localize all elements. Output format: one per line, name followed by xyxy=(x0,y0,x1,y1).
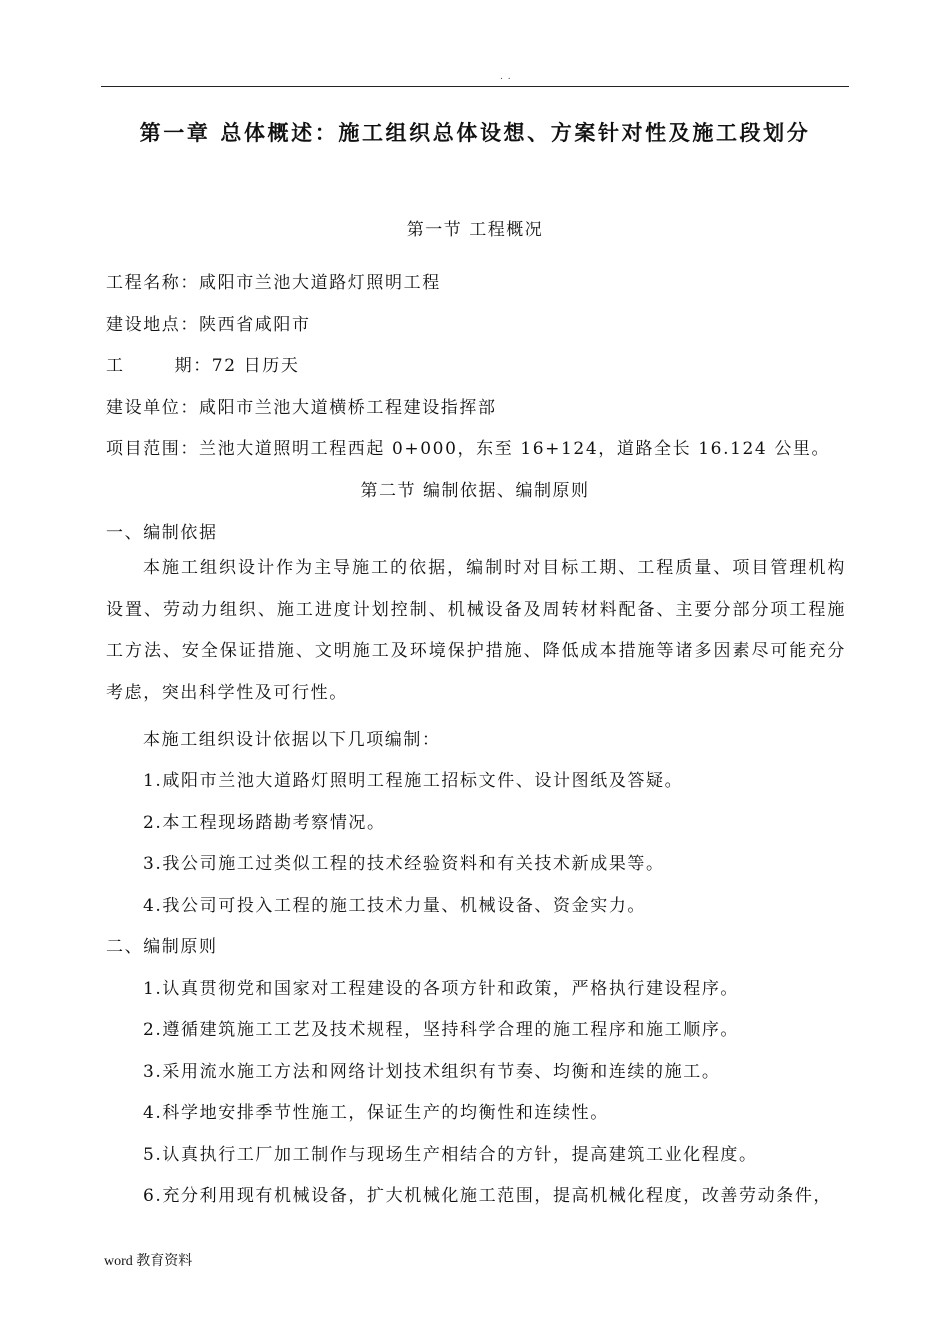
basis-item: 4.我公司可投入工程的施工技术力量、机械设备、资金实力。 xyxy=(143,896,647,916)
basis-intro: 本施工组织设计依据以下几项编制： xyxy=(143,730,441,750)
field-location: 建设地点：陕西省咸阳市 xyxy=(106,315,311,335)
principle-item: 6.充分利用现有机械设备，扩大机械化施工范围，提高机械化程度，改善劳动条件， xyxy=(143,1186,833,1206)
chapter-title: 第一章 总体概述：施工组织总体设想、方案针对性及施工段划分 xyxy=(139,120,811,145)
basis-item: 1.咸阳市兰池大道路灯照明工程施工招标文件、设计图纸及答疑。 xyxy=(143,771,684,791)
principle-item: 5.认真执行工厂加工制作与现场生产相结合的方针，提高建筑工业化程度。 xyxy=(143,1145,758,1165)
principles-heading: 二、编制原则 xyxy=(106,937,218,957)
footer-text: word 教育资料 xyxy=(104,1254,193,1269)
principle-item: 4.科学地安排季节性施工，保证生产的均衡性和连续性。 xyxy=(143,1103,609,1123)
section2-title: 第二节 编制依据、编制原则 xyxy=(360,481,590,501)
basis-item: 3.我公司施工过类似工程的技术经验资料和有关技术新成果等。 xyxy=(143,854,665,874)
field-project-name: 工程名称：咸阳市兰池大道路灯照明工程 xyxy=(106,273,441,293)
field-duration: 工 期：72 日历天 xyxy=(106,356,300,376)
field-scope: 项目范围：兰池大道照明工程西起 0+000，东至 16+124，道路全长 16.124 公里。 xyxy=(106,439,831,459)
basis-paragraph: 本施工组织设计作为主导施工的依据，编制时对目标工期、工程质量、项目管理机构设置、劳动力组织、施工进度计划控制、机械设备及周转材料配备、主要分部分项工程施工方法、安全保证措施、文明施工及环境保护措施、降低成本措施等诸多因素尽可能充分考虑，突出科学性及可行性。 xyxy=(106,558,846,703)
header-rule xyxy=(101,86,849,87)
principle-item: 2.遵循建筑施工工艺及技术规程，坚持科学合理的施工程序和施工顺序。 xyxy=(143,1020,740,1040)
header-mark: . . xyxy=(500,72,512,82)
basis-item: 2.本工程现场踏勘考察情况。 xyxy=(143,813,386,833)
principle-item: 3.采用流水施工方法和网络计划技术组织有节奏、均衡和连续的施工。 xyxy=(143,1062,721,1082)
section1-title: 第一节 工程概况 xyxy=(406,220,544,240)
field-builder: 建设单位：咸阳市兰池大道横桥工程建设指挥部 xyxy=(106,398,497,418)
basis-heading: 一、编制依据 xyxy=(106,523,218,543)
principle-item: 1.认真贯彻党和国家对工程建设的各项方针和政策，严格执行建设程序。 xyxy=(143,979,740,999)
